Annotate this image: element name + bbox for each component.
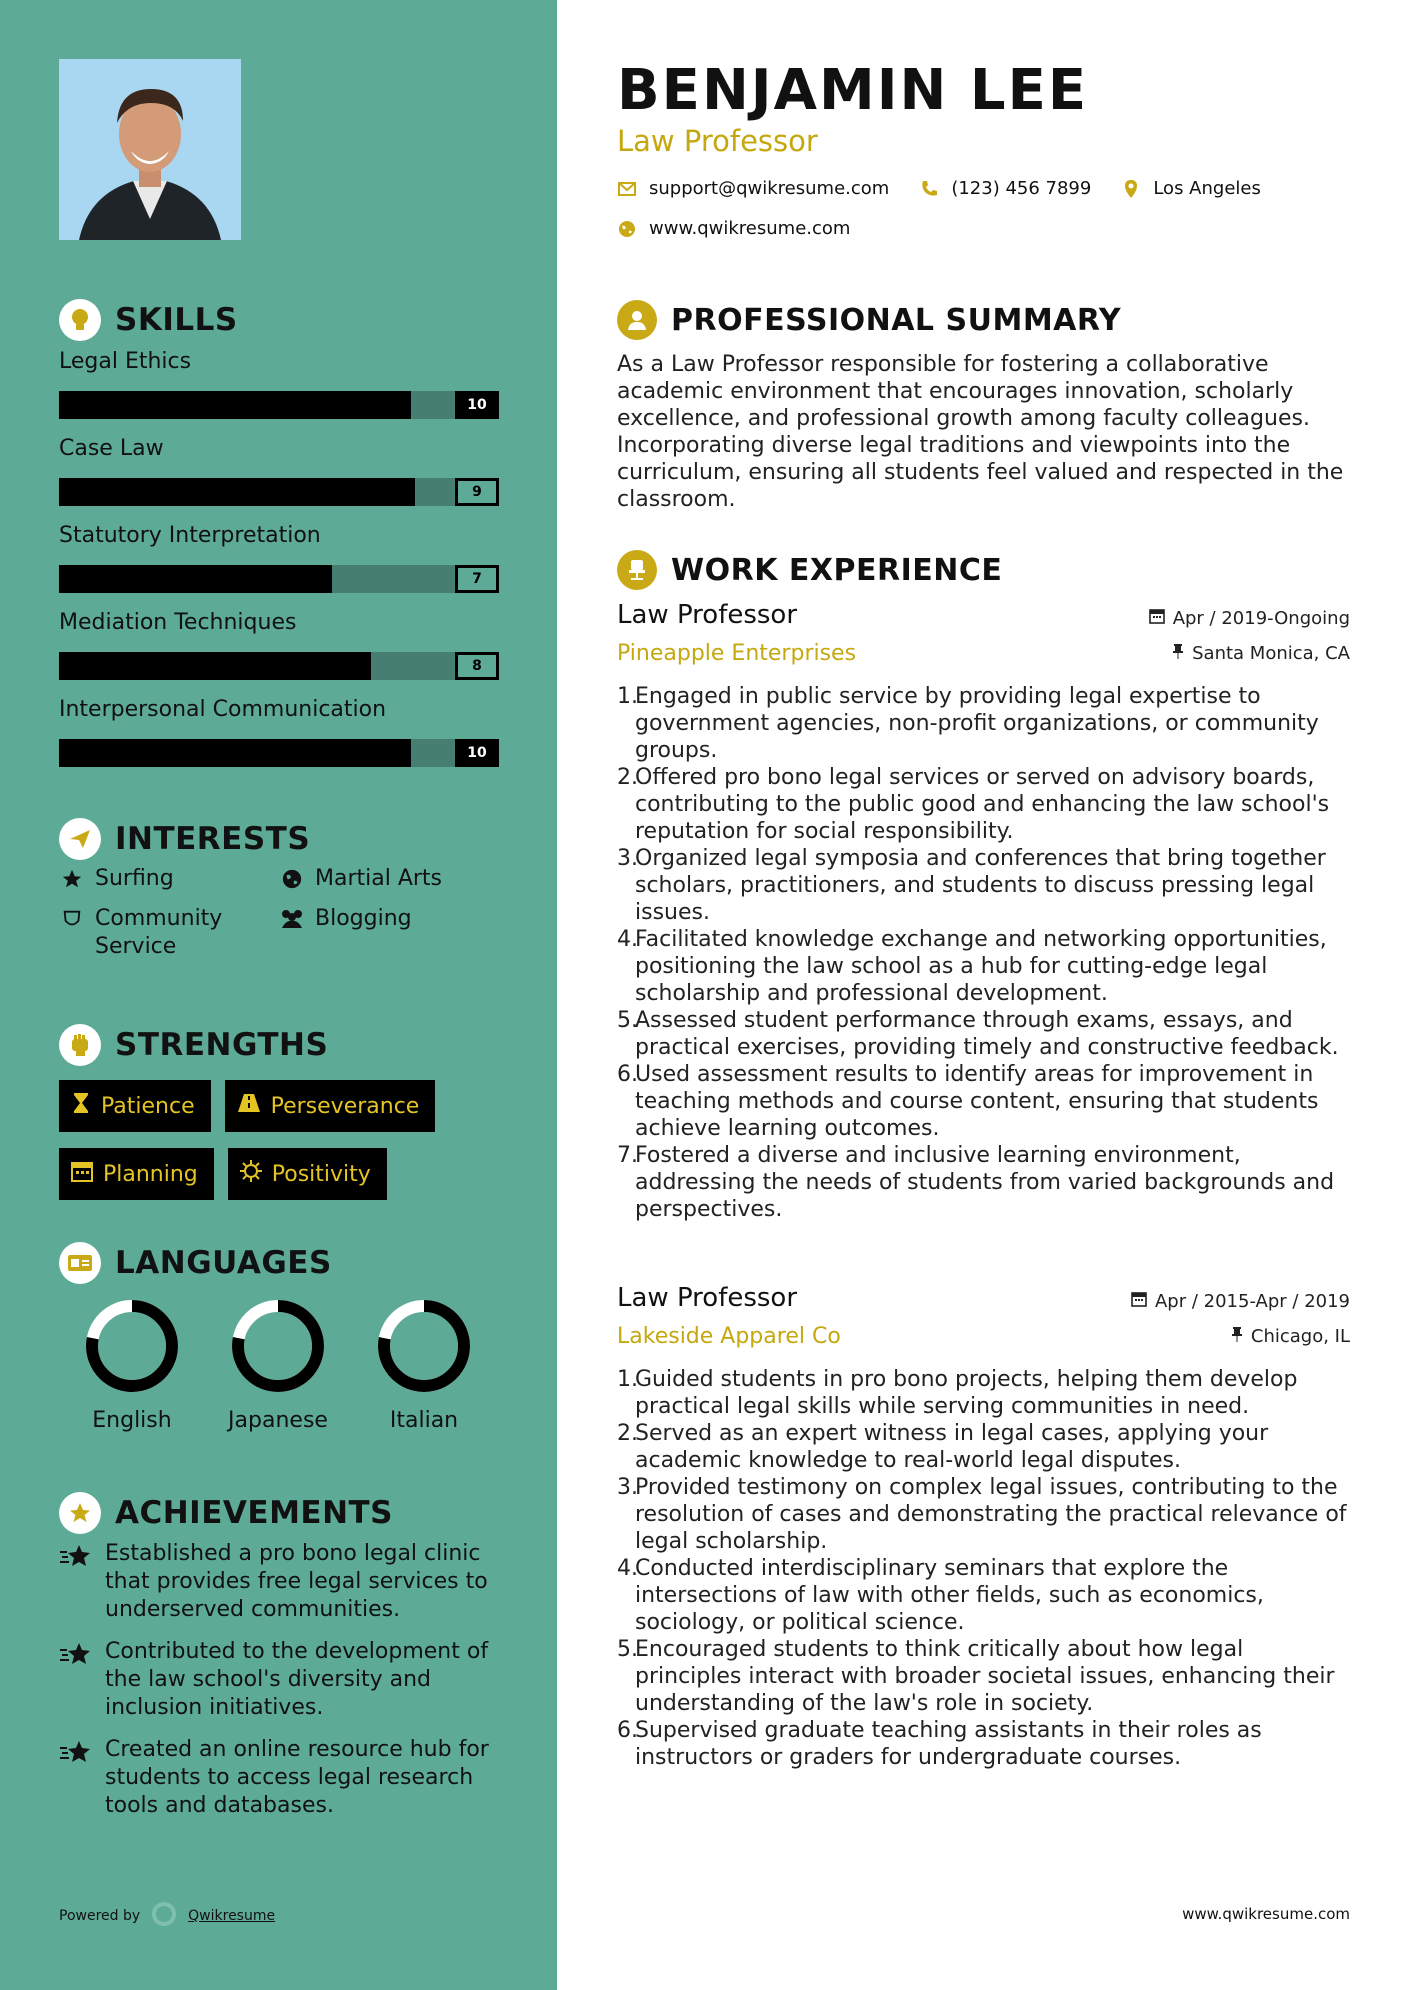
duty-text: Provided testimony on complex legal issues, contributing to the resolution of cases and demonstrating the practical relevance of legal scholarship. [635, 1475, 1347, 1554]
person-name: BENJAMIN LEE [617, 58, 1089, 123]
skill-name: Legal Ethics [59, 349, 192, 374]
strength-badge [59, 1148, 214, 1200]
language-item [205, 1296, 351, 1433]
person-role: Law Professor [617, 124, 818, 158]
language-item [59, 1296, 205, 1433]
skill-bar-fill [59, 739, 411, 767]
star-badge-icon [59, 1492, 101, 1534]
achievement-item [59, 1540, 499, 1624]
strength-label: Perseverance [270, 1093, 420, 1119]
strength-label: Positivity [271, 1161, 371, 1187]
globe-icon [279, 865, 305, 893]
calendar-icon [1131, 1291, 1147, 1312]
skill-level: 8 [455, 652, 499, 680]
hourglass-icon [71, 1092, 91, 1120]
duty-text: Offered pro bono legal services or served on advisory boards, contributing to the public good and enhancing the law school's reputation for social responsibility. [635, 765, 1330, 844]
job-dates-text: Apr / 2019-Ongoing [1172, 608, 1350, 629]
summary-text: As a Law Professor responsible for fostering a collaborative academic environment that encourages innovation, scholarly excellence, and professional growth among faculty colleagues. Incorporating diverse legal traditions and viewpoints into the curriculum, ensuring all students feel valued and respected in the classroom. [617, 352, 1344, 512]
email-link[interactable]: support@qwikresume.com [649, 178, 890, 199]
duty-text: Fostered a diverse and inclusive learning environment, addressing the needs of students from varied backgrounds and perspectives. [635, 1143, 1335, 1222]
language-label: English [92, 1408, 172, 1433]
skill-level: 10 [455, 391, 499, 419]
duty-item: 2. Served as an expert witness in legal cases, applying your academic knowledge to real-world legal disputes. [635, 1420, 1350, 1474]
website-link[interactable]: www.qwikresume.com [649, 218, 851, 239]
achievements-list [59, 1540, 499, 1834]
achievements-heading [59, 1492, 393, 1534]
duty-text: Conducted interdisciplinary seminars that explore the intersections of law with other fields, such as economics, sociology, or political science. [635, 1556, 1264, 1635]
duty-item: 1. Engaged in public service by providing legal expertise to government agencies, non-profit organizations, or community groups. [635, 683, 1350, 764]
interest-item [279, 905, 499, 961]
duty-text: Served as an expert witness in legal cases, applying your academic knowledge to real-world legal disputes. [635, 1421, 1269, 1473]
calendar-icon [71, 1160, 93, 1188]
sun-icon [240, 1160, 262, 1188]
language-label: Japanese [228, 1408, 328, 1433]
interest-label: Surfing [95, 866, 174, 891]
job-dates-text: Apr / 2015-Apr / 2019 [1154, 1291, 1350, 1312]
summary-title: PROFESSIONAL SUMMARY [671, 302, 1122, 338]
duty-text: Organized legal symposia and conferences that bring together scholars, practitioners, and students to discuss pressing legal issues. [635, 846, 1326, 925]
skill-name: Interpersonal Communication [59, 697, 387, 722]
duty-item: 3. Organized legal symposia and conferences that bring together scholars, practitioners, and students to discuss pressing legal issues. [635, 845, 1350, 926]
language-item [351, 1296, 497, 1433]
job-company: Pineapple Enterprises [617, 641, 857, 666]
strength-label: Planning [103, 1161, 198, 1187]
summary-heading [617, 300, 1121, 340]
duty-text: Facilitated knowledge exchange and networking opportunities, positioning the law school as a hub for cutting-edge legal scholarship and professional development. [635, 927, 1327, 1006]
interest-label: Blogging [315, 906, 412, 931]
skill-bar-fill [59, 652, 371, 680]
skill-name: Statutory Interpretation [59, 523, 321, 548]
skill-item [59, 521, 499, 608]
qwikresume-logo-icon [150, 1900, 178, 1932]
language-ring [82, 1296, 182, 1396]
skill-level: 9 [455, 478, 499, 506]
job-location [1231, 1326, 1350, 1347]
interests-heading [59, 818, 310, 860]
interest-label: Martial Arts [315, 866, 443, 891]
job-dates [1131, 1291, 1350, 1312]
interests-title: INTERESTS [115, 821, 311, 857]
achievement-item [59, 1736, 499, 1820]
achievements-title: ACHIEVEMENTS [115, 1495, 394, 1531]
website-row [617, 218, 850, 239]
language-label: Italian [389, 1408, 459, 1433]
interest-item [279, 865, 499, 893]
job-duties [617, 683, 1350, 1223]
duty-item: 4. Facilitated knowledge exchange and networking opportunities, positioning the law school as a hub for cutting-edge legal scholarship and professional development. [635, 926, 1350, 1007]
interest-label: Community Service [95, 906, 223, 959]
lightbulb-icon [59, 299, 101, 341]
skills-title: SKILLS [115, 302, 238, 338]
skill-bar [59, 565, 499, 593]
duty-item: 2. Offered pro bono legal services or served on advisory boards, contributing to the public good and enhancing the law school's reputation for social responsibility. [635, 764, 1350, 845]
globe-icon [617, 219, 637, 239]
award-star-icon [59, 1640, 93, 1670]
powered-by [59, 1900, 275, 1932]
job-duties [617, 1366, 1350, 1771]
language-ring [374, 1296, 474, 1396]
duty-text: Assessed student performance through exams, essays, and practical exercises, providing timely and constructive feedback. [635, 1008, 1339, 1060]
skill-name: Mediation Techniques [59, 610, 297, 635]
pushpin-icon [1231, 1326, 1243, 1347]
powered-by-label: Powered by [59, 1908, 141, 1924]
duty-text: Engaged in public service by providing legal expertise to government agencies, non-profit organizations, or community groups. [635, 684, 1319, 763]
languages-title: LANGUAGES [115, 1245, 332, 1281]
strength-badge [228, 1148, 387, 1200]
user-icon [617, 300, 657, 340]
skill-bar-fill [59, 565, 332, 593]
skill-bar [59, 652, 499, 680]
skills-heading [59, 299, 238, 341]
job-title: Law Professor [617, 600, 798, 630]
duty-item: 4. Conducted interdisciplinary seminars that explore the intersections of law with other fields, such as economics, sociology, or political science. [635, 1555, 1350, 1636]
award-star-icon [59, 1542, 93, 1572]
skill-bar [59, 739, 499, 767]
job-company: Lakeside Apparel Co [617, 1324, 841, 1349]
languages-heading [59, 1242, 332, 1284]
job-dates [1149, 608, 1350, 629]
interest-item [59, 865, 279, 893]
skill-level: 10 [455, 739, 499, 767]
skill-level: 7 [455, 565, 499, 593]
achievement-text: Created an online resource hub for students to access legal research tools and databases. [105, 1737, 489, 1818]
duty-item: 5. Assessed student performance through exams, essays, and practical exercises, providing timely and constructive feedback. [635, 1007, 1350, 1061]
experience-heading [617, 550, 1002, 590]
interests-list [59, 865, 499, 961]
job-title: Law Professor [617, 1283, 798, 1313]
duty-text: Used assessment results to identify areas for improvement in teaching methods and course content, ensuring that students achieve learning outcomes. [635, 1062, 1319, 1141]
star-icon [59, 865, 85, 893]
strength-badge [225, 1080, 436, 1132]
duty-item: 3. Provided testimony on complex legal issues, contributing to the resolution of cases and demonstrating the practical relevance of legal scholarship. [635, 1474, 1350, 1555]
skills-list [59, 347, 499, 782]
job-location-text: Chicago, IL [1250, 1326, 1350, 1347]
duty-item: 7. Fostered a diverse and inclusive learning environment, addressing the needs of students from varied backgrounds and perspectives. [635, 1142, 1350, 1223]
duty-text: Guided students in pro bono projects, helping them develop practical legal skills while serving communities in need. [635, 1367, 1298, 1419]
skill-bar [59, 391, 499, 419]
achievement-text: Established a pro bono legal clinic that provides free legal services to underserved communities. [105, 1541, 488, 1622]
duty-item: 6. Used assessment results to identify areas for improvement in teaching methods and course content, ensuring that students achieve learning outcomes. [635, 1061, 1350, 1142]
duty-item: 6. Supervised graduate teaching assistants in their roles as instructors or graders for undergraduate courses. [635, 1717, 1350, 1771]
profile-photo [59, 59, 241, 240]
duty-text: Encouraged students to think critically about how legal principles interact with broader societal issues, enhancing their understanding of the law's role in society. [635, 1637, 1335, 1716]
language-ring [228, 1296, 328, 1396]
strengths-list [59, 1080, 519, 1200]
strength-label: Patience [101, 1093, 195, 1119]
duty-text: Supervised graduate teaching assistants in their roles as instructors or graders for undergraduate courses. [635, 1718, 1262, 1770]
skill-bar-fill [59, 391, 411, 419]
phone-icon [919, 179, 939, 199]
office-chair-icon [617, 550, 657, 590]
strength-badge [59, 1080, 211, 1132]
duty-item: 1. Guided students in pro bono projects, helping them develop practical legal skills while serving communities in need. [635, 1366, 1350, 1420]
footer-website-link[interactable]: www.qwikresume.com [1182, 1905, 1350, 1923]
skill-item [59, 347, 499, 434]
envelope-icon [617, 179, 637, 199]
shield-icon [59, 905, 85, 933]
paper-plane-icon [59, 818, 101, 860]
contact-row [617, 178, 1261, 199]
skill-bar-fill [59, 478, 415, 506]
language-card-icon [59, 1242, 101, 1284]
location-text: Los Angeles [1153, 178, 1261, 199]
skill-item [59, 434, 499, 521]
job-location [1172, 643, 1350, 664]
pushpin-icon [1172, 643, 1184, 664]
phone-number: (123) 456 7899 [951, 178, 1092, 199]
map-pin-icon [1121, 179, 1141, 199]
skill-bar [59, 478, 499, 506]
strengths-title: STRENGTHS [115, 1027, 329, 1063]
languages-list [59, 1296, 499, 1433]
achievement-item [59, 1638, 499, 1722]
award-star-icon [59, 1738, 93, 1768]
skill-name: Case Law [59, 436, 164, 461]
calendar-icon [1149, 608, 1165, 629]
road-icon [237, 1093, 261, 1119]
sidebar [0, 0, 557, 1990]
interest-item [59, 905, 279, 961]
skill-item [59, 608, 499, 695]
fist-icon [59, 1024, 101, 1066]
job-location-text: Santa Monica, CA [1192, 643, 1350, 664]
experience-title: WORK EXPERIENCE [671, 552, 1003, 588]
qwikresume-link[interactable]: Qwikresume [188, 1908, 276, 1924]
users-icon [279, 905, 305, 933]
achievement-text: Contributed to the development of the law school's diversity and inclusion initiatives. [105, 1639, 489, 1720]
skill-item [59, 695, 499, 782]
duty-item: 5. Encouraged students to think critically about how legal principles interact with broader societal issues, enhancing their understanding of the law's role in society. [635, 1636, 1350, 1717]
strengths-heading [59, 1024, 328, 1066]
